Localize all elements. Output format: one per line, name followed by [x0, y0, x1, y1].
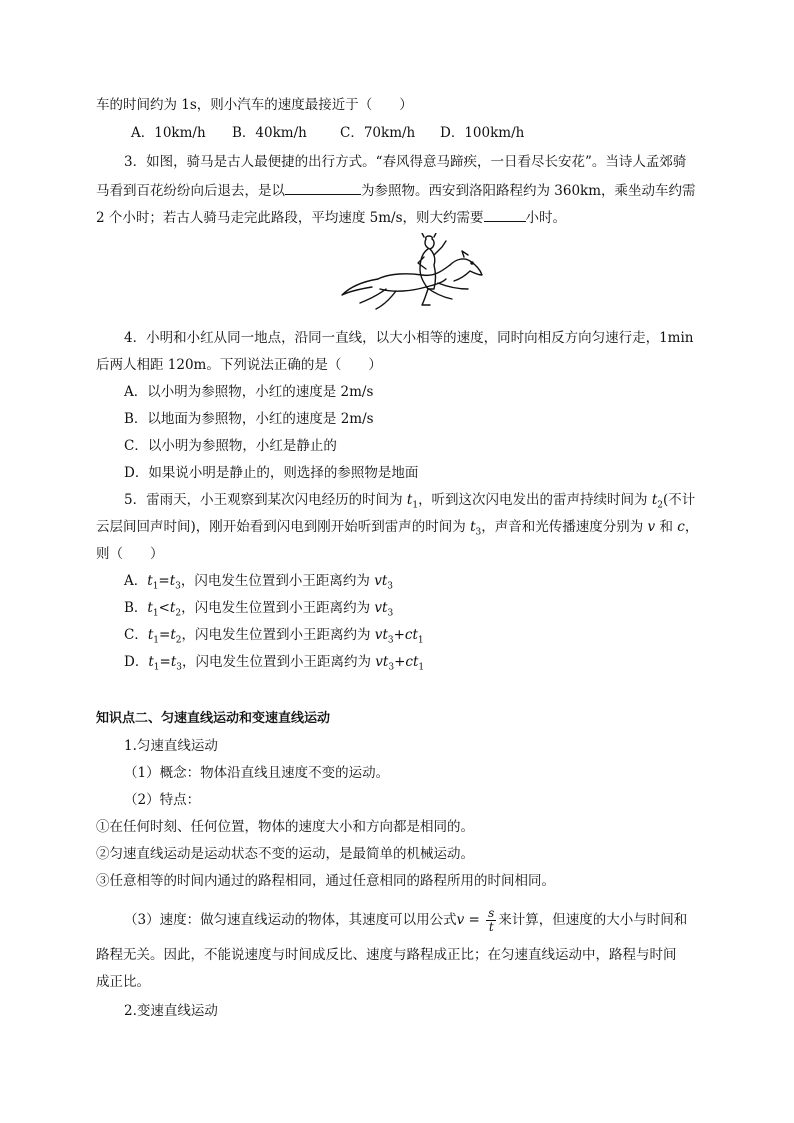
- q4-option-a: A．以小明为参照物，小红的速度是 2m/s: [124, 384, 374, 400]
- q3-answer-blank-1[interactable]: [285, 180, 361, 195]
- q5-option-d: [124, 652, 424, 678]
- q3-line-2-text-b: 为参照物。西安到洛阳路程约为 360km，乘坐动车约需: [361, 183, 696, 199]
- var-t: t: [147, 600, 153, 616]
- var-v: v: [374, 573, 382, 589]
- q5-option-a: [124, 571, 393, 597]
- var-t: t: [412, 627, 418, 643]
- operator: +: [393, 627, 405, 643]
- operator: +: [394, 654, 406, 670]
- q3-line-3-text-a: 2 个小时；若古人骑马走完此路段，平均速度 5m/s，则大约需要: [96, 210, 484, 226]
- q3-line-3: [96, 207, 566, 228]
- sub-1: 1: [418, 662, 425, 673]
- option-text: ，闪电发生位置到小王距离约为: [181, 627, 375, 643]
- var-t: t: [382, 627, 388, 643]
- speed-line-1: [124, 907, 687, 934]
- q3-line-2: [96, 180, 696, 201]
- option-text: ，闪电发生位置到小王距离约为: [181, 654, 376, 670]
- q4-option-d: D．如果说小明是静止的，则选择的参照物是地面: [124, 465, 419, 481]
- concept-text: （1）概念：物体沿直线且速度不变的运动。: [124, 765, 390, 781]
- sub-3: 3: [387, 581, 394, 592]
- horse-rider-illustration: [338, 233, 486, 313]
- var-v: v: [374, 600, 383, 616]
- feature-3: ③任意相等的时间内通过的路程相同，通过任意相同的路程所用的时间相同。: [96, 873, 555, 889]
- q4-option-c: C．以小明为参照物，小红是静止的: [124, 438, 337, 454]
- speed-text-b: 来计算，但速度的大小与时间和: [498, 912, 688, 928]
- sub-3: 3: [387, 635, 394, 646]
- var-v: v: [647, 519, 656, 535]
- q4-line-1: 4．小明和小红从同一地点，沿同一直线，以大小相等的速度，同时向相反方向匀速行走，1min: [124, 330, 694, 346]
- option-letter: A．: [124, 573, 148, 589]
- q5-line-1-text-a: 5．雷雨天，小王观察到某次闪电经历的时间为: [124, 492, 407, 508]
- var-t: t: [170, 627, 176, 643]
- q5-line-2-text-c: 和: [655, 519, 678, 535]
- q3-answer-blank-2[interactable]: [484, 207, 526, 222]
- option-letter: C．: [124, 627, 148, 643]
- features-label: （2）特点：: [124, 792, 201, 808]
- section-heading: 知识点二、匀速直线运动和变速直线运动: [96, 711, 331, 726]
- sub-1: 1: [152, 608, 159, 619]
- sub-1: 1: [153, 662, 160, 673]
- formula-denominator: t: [488, 920, 494, 934]
- var-t: t: [381, 573, 388, 589]
- var-t: t: [382, 654, 389, 670]
- operator: =: [158, 573, 170, 589]
- var-t: t: [169, 573, 176, 589]
- sub-2: 2: [657, 500, 664, 511]
- q5-line-1: [124, 490, 695, 516]
- option-letter: B．: [124, 600, 148, 616]
- speed-line-3: 成正比。: [96, 974, 150, 990]
- q2-option-a: A．10km/h: [131, 125, 206, 141]
- q5-option-c: [124, 625, 424, 651]
- sub-3: 3: [475, 527, 482, 538]
- var-c: c: [405, 654, 413, 670]
- sub-1: 1: [153, 635, 160, 646]
- operator: <: [158, 600, 170, 616]
- q4-option-b: B．以地面为参照物，小红的速度是 2m/s: [124, 411, 374, 427]
- var-t: t: [169, 600, 176, 616]
- var-c: c: [404, 627, 413, 643]
- sub-2: 2: [175, 608, 182, 619]
- speed-text-a: （3）速度：做匀速直线运动的物体，其速度可以用公式: [124, 912, 457, 928]
- option-letter: D．: [124, 654, 149, 670]
- feature-2: ②匀速直线运动是运动状态不变的运动，是最简单的机械运动。: [96, 846, 474, 862]
- var-t: t: [651, 492, 658, 508]
- option-text: ，闪电发生位置到小王距离约为: [180, 573, 375, 589]
- q5-line-2-text-a: 云层间回声时间)，刚开始看到闪电到刚开始听到雷声的时间为: [96, 519, 471, 535]
- formula-equals: =: [464, 912, 485, 928]
- sub-1: 1: [152, 581, 159, 592]
- var-t: t: [148, 654, 154, 670]
- q5-line-2: [96, 517, 698, 543]
- q3-line-2-text-a: 马看到百花纷纷向后退去，是以: [96, 183, 285, 199]
- subsection-2-title: 2.变速直线运动: [124, 1003, 218, 1019]
- q2-option-b: B．40km/h: [232, 125, 307, 141]
- q5-line-2-text-d: ，: [684, 519, 699, 535]
- var-t: t: [147, 627, 154, 643]
- q5-line-1-text-b: ，听到这次闪电发出的雷声持续时间为: [418, 492, 652, 508]
- q4-line-2: 后两人相距 120m。下列说法正确的是（ ）: [96, 357, 382, 373]
- option-text: ，闪电发生位置到小王距离约为: [181, 600, 375, 616]
- var-t: t: [412, 654, 419, 670]
- feature-1: ①在任何时刻、任何位置，物体的速度大小和方向都是相同的。: [96, 819, 474, 835]
- q5-option-b: [124, 598, 393, 624]
- q2-stem-tail: 车的时间约为 1s，则小汽车的速度最接近于（ ）: [96, 97, 413, 113]
- q5-line-2-text-b: ，声音和光传播速度分别为: [481, 519, 648, 535]
- var-t: t: [470, 519, 476, 535]
- speed-line-2: 路程无关。因此，不能说速度与时间成反比、速度与路程成正比；在匀速直线运动中，路程与时间: [96, 947, 677, 963]
- sub-1: 1: [417, 635, 424, 646]
- formula-v: v: [456, 912, 465, 928]
- q2-option-d: D．100km/h: [440, 125, 525, 141]
- subsection-1-title: 1.匀速直线运动: [124, 738, 218, 754]
- sub-3: 3: [175, 581, 181, 592]
- q5-line-3: 则（ ）: [96, 546, 164, 562]
- q5-line-1-text-c: (不计: [663, 492, 696, 508]
- var-t: t: [170, 654, 177, 670]
- q3-line-1: 3．如图，骑马是古人最便捷的出行方式。“春风得意马蹄疾，一日看尽长安花”。当诗人孟郊骑: [124, 154, 687, 170]
- q2-option-c: C．70km/h: [340, 125, 416, 141]
- q3-line-3-text-b: 小时。: [525, 210, 567, 226]
- var-v: v: [374, 627, 383, 643]
- var-t: t: [382, 600, 388, 616]
- formula-fraction: [486, 907, 496, 934]
- sub-3: 3: [388, 662, 395, 673]
- operator: =: [159, 627, 171, 643]
- sub-1: 1: [412, 500, 419, 511]
- var-v: v: [375, 654, 383, 670]
- formula-numerator: s: [488, 906, 495, 920]
- var-c: c: [677, 519, 685, 535]
- var-t: t: [406, 492, 413, 508]
- var-t: t: [147, 573, 153, 589]
- sub-3: 3: [387, 608, 394, 619]
- operator: =: [159, 654, 171, 670]
- sub-2: 2: [175, 635, 182, 646]
- sub-3: 3: [176, 662, 182, 673]
